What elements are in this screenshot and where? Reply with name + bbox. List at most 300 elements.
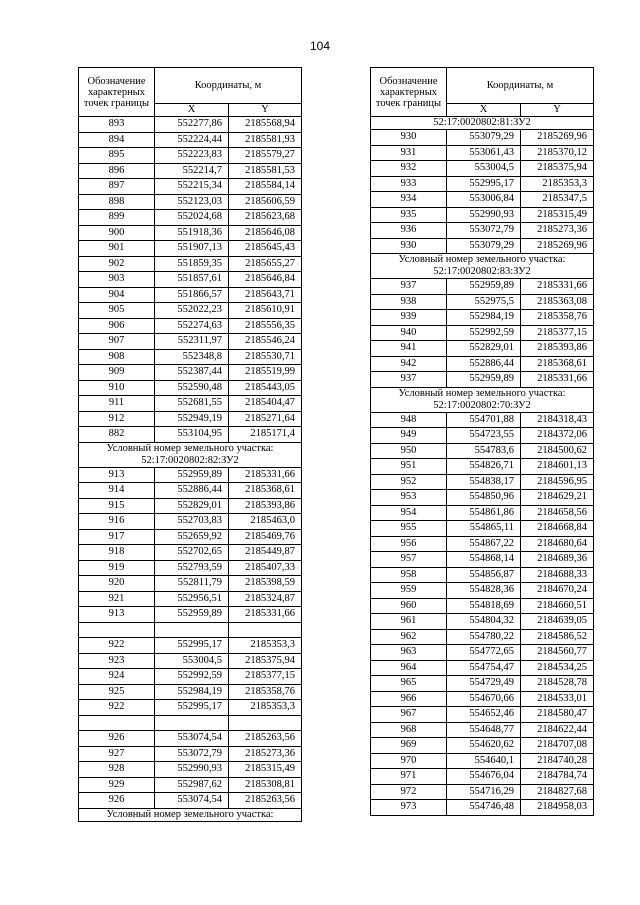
point-number: 953	[371, 490, 447, 506]
x-coordinate: 552995,17	[447, 176, 521, 192]
table-row	[79, 225, 302, 241]
point-number: 923	[79, 653, 155, 669]
y-coordinate: 2185171,4	[229, 427, 302, 443]
x-coordinate: 552811,79	[155, 576, 229, 592]
point-number: 925	[79, 684, 155, 700]
table-row	[371, 505, 594, 521]
table-row	[79, 303, 302, 319]
empty-cell	[229, 715, 302, 731]
x-coordinate: 554861,86	[447, 505, 521, 521]
table-row	[371, 207, 594, 223]
section-header-row	[371, 387, 594, 412]
x-coordinate: 552992,59	[447, 325, 521, 341]
table-row	[79, 287, 302, 303]
y-coordinate: 2185363,08	[521, 294, 594, 310]
point-number: 916	[79, 514, 155, 530]
x-coordinate: 552975,5	[447, 294, 521, 310]
y-coordinate: 2185368,61	[229, 483, 302, 499]
x-coordinate: 553104,95	[155, 427, 229, 443]
x-coordinate: 554716,29	[447, 784, 521, 800]
x-coordinate: 552959,89	[447, 372, 521, 388]
point-number: 926	[79, 793, 155, 809]
point-number: 948	[371, 412, 447, 428]
table-row	[371, 474, 594, 490]
table-row	[79, 560, 302, 576]
point-number: 965	[371, 676, 447, 692]
y-coordinate: 2185269,96	[521, 130, 594, 146]
x-coordinate: 552829,01	[447, 341, 521, 357]
y-coordinate: 2184670,24	[521, 583, 594, 599]
x-coordinate: 552959,89	[155, 607, 229, 623]
x-coordinate: 554780,22	[447, 629, 521, 645]
point-number: 895	[79, 148, 155, 164]
x-coordinate: 554826,71	[447, 459, 521, 475]
header-y: Y	[229, 104, 302, 117]
x-coordinate: 554850,96	[447, 490, 521, 506]
point-number: 935	[371, 207, 447, 223]
table-row	[371, 356, 594, 372]
point-number: 963	[371, 645, 447, 661]
table-row	[371, 310, 594, 326]
y-coordinate: 2185463,0	[229, 514, 302, 530]
table-row	[371, 614, 594, 630]
y-coordinate: 2185269,96	[521, 238, 594, 254]
x-coordinate: 552274,63	[155, 318, 229, 334]
y-coordinate: 2185645,43	[229, 241, 302, 257]
x-coordinate: 553074,54	[155, 731, 229, 747]
table-row	[371, 676, 594, 692]
x-coordinate: 551857,61	[155, 272, 229, 288]
y-coordinate: 2185271,64	[229, 411, 302, 427]
point-number: 962	[371, 629, 447, 645]
y-coordinate: 2185331,66	[521, 279, 594, 295]
table-row	[371, 294, 594, 310]
point-number: 941	[371, 341, 447, 357]
table-row	[79, 334, 302, 350]
point-number: 918	[79, 545, 155, 561]
y-coordinate: 2185263,56	[229, 731, 302, 747]
table-row	[371, 341, 594, 357]
point-number: 955	[371, 521, 447, 537]
x-coordinate: 553004,5	[155, 653, 229, 669]
empty-cell	[155, 715, 229, 731]
y-coordinate: 2185263,56	[229, 793, 302, 809]
table-row	[371, 223, 594, 239]
x-coordinate: 552703,83	[155, 514, 229, 530]
point-number: 909	[79, 365, 155, 381]
y-coordinate: 2185398,59	[229, 576, 302, 592]
y-coordinate: 2184596,95	[521, 474, 594, 490]
header-designation: Обозначение характерных точек границы	[371, 68, 447, 117]
x-coordinate: 554701,88	[447, 412, 521, 428]
y-coordinate: 2185347,5	[521, 192, 594, 208]
x-coordinate: 554818,69	[447, 598, 521, 614]
point-number: 919	[79, 560, 155, 576]
y-coordinate: 2185623,68	[229, 210, 302, 226]
table-row	[79, 427, 302, 443]
point-number: 896	[79, 163, 155, 179]
table-row	[371, 567, 594, 583]
point-number: 930	[371, 130, 447, 146]
y-coordinate: 2185606,59	[229, 194, 302, 210]
point-number: 970	[371, 753, 447, 769]
point-number: 898	[79, 194, 155, 210]
x-coordinate: 552959,89	[155, 467, 229, 483]
point-number: 922	[79, 638, 155, 654]
y-coordinate: 2185358,76	[229, 684, 302, 700]
y-coordinate: 2185546,24	[229, 334, 302, 350]
point-number: 931	[371, 145, 447, 161]
table-row	[79, 591, 302, 607]
x-coordinate: 552956,51	[155, 591, 229, 607]
point-number: 937	[371, 372, 447, 388]
table-row	[79, 793, 302, 809]
table-row	[371, 645, 594, 661]
x-coordinate: 554620,62	[447, 738, 521, 754]
point-number: 940	[371, 325, 447, 341]
blank-row	[79, 622, 302, 638]
point-number: 911	[79, 396, 155, 412]
point-number: 933	[371, 176, 447, 192]
table-row	[371, 629, 594, 645]
x-coordinate: 551907,13	[155, 241, 229, 257]
point-number: 924	[79, 669, 155, 685]
x-coordinate: 552311,97	[155, 334, 229, 350]
section-header-row	[371, 117, 594, 130]
point-number: 905	[79, 303, 155, 319]
x-coordinate: 552659,92	[155, 529, 229, 545]
table-row	[79, 638, 302, 654]
y-coordinate: 2184707,08	[521, 738, 594, 754]
point-number: 904	[79, 287, 155, 303]
table-row	[371, 707, 594, 723]
x-coordinate: 554868,14	[447, 552, 521, 568]
point-number: 910	[79, 380, 155, 396]
table-row	[79, 746, 302, 762]
x-coordinate: 552277,86	[155, 117, 229, 133]
x-coordinate: 553074,54	[155, 793, 229, 809]
coordinates-table-left	[78, 67, 302, 822]
table-row	[371, 325, 594, 341]
y-coordinate: 2184318,43	[521, 412, 594, 428]
x-coordinate: 552995,17	[155, 700, 229, 716]
y-coordinate: 2185393,86	[521, 341, 594, 357]
y-coordinate: 2184958,03	[521, 800, 594, 816]
point-number: 912	[79, 411, 155, 427]
point-number: 951	[371, 459, 447, 475]
x-coordinate: 552024,68	[155, 210, 229, 226]
table-row	[79, 467, 302, 483]
x-coordinate: 552949,19	[155, 411, 229, 427]
point-number: 961	[371, 614, 447, 630]
y-coordinate: 2185324,87	[229, 591, 302, 607]
table-row	[79, 607, 302, 623]
table-row	[371, 428, 594, 444]
table-row	[79, 194, 302, 210]
table-row	[79, 380, 302, 396]
y-coordinate: 2184533,01	[521, 691, 594, 707]
point-number: 900	[79, 225, 155, 241]
y-coordinate: 2185581,53	[229, 163, 302, 179]
x-coordinate: 552987,62	[155, 777, 229, 793]
x-coordinate: 554865,11	[447, 521, 521, 537]
y-coordinate: 2185308,81	[229, 777, 302, 793]
table-row	[79, 349, 302, 365]
x-coordinate: 552123,03	[155, 194, 229, 210]
point-number: 937	[371, 279, 447, 295]
x-coordinate: 554856,87	[447, 567, 521, 583]
table-row	[79, 318, 302, 334]
table-row	[79, 653, 302, 669]
y-coordinate: 2184622,44	[521, 722, 594, 738]
table-row	[371, 372, 594, 388]
y-coordinate: 2184658,56	[521, 505, 594, 521]
x-coordinate: 552990,93	[155, 762, 229, 778]
table-row	[79, 241, 302, 257]
x-coordinate: 552348,8	[155, 349, 229, 365]
x-coordinate: 554746,48	[447, 800, 521, 816]
land-plot-number: Условный номер земельного участка:	[79, 808, 302, 821]
table-row	[371, 753, 594, 769]
y-coordinate: 2185407,33	[229, 560, 302, 576]
x-coordinate: 554648,77	[447, 722, 521, 738]
y-coordinate: 2185377,15	[229, 669, 302, 685]
y-coordinate: 2184629,21	[521, 490, 594, 506]
x-coordinate: 554783,6	[447, 443, 521, 459]
table-row	[79, 777, 302, 793]
y-coordinate: 2185358,76	[521, 310, 594, 326]
x-coordinate: 554676,04	[447, 769, 521, 785]
y-coordinate: 2185353,3	[229, 638, 302, 654]
point-number: 929	[79, 777, 155, 793]
point-number: 915	[79, 498, 155, 514]
x-coordinate: 553079,29	[447, 130, 521, 146]
x-coordinate: 554729,49	[447, 676, 521, 692]
point-number: 966	[371, 691, 447, 707]
x-coordinate: 554754,47	[447, 660, 521, 676]
y-coordinate: 2185404,47	[229, 396, 302, 412]
header-coordinates: Координаты, м	[447, 68, 594, 104]
x-coordinate: 552387,44	[155, 365, 229, 381]
table-row	[371, 722, 594, 738]
x-coordinate: 554640,1	[447, 753, 521, 769]
empty-cell	[155, 622, 229, 638]
y-coordinate: 2185581,93	[229, 132, 302, 148]
x-coordinate: 552959,89	[447, 279, 521, 295]
section-header-row	[79, 808, 302, 821]
x-coordinate: 551918,36	[155, 225, 229, 241]
point-number: 971	[371, 769, 447, 785]
y-coordinate: 2184639,05	[521, 614, 594, 630]
y-coordinate: 2185530,71	[229, 349, 302, 365]
table-row	[371, 412, 594, 428]
table-row	[79, 210, 302, 226]
y-coordinate: 2185579,27	[229, 148, 302, 164]
point-number: 939	[371, 310, 447, 326]
table-row	[371, 691, 594, 707]
table-row	[371, 130, 594, 146]
y-coordinate: 2184534,25	[521, 660, 594, 676]
y-coordinate: 2184500,62	[521, 443, 594, 459]
header-coordinates: Координаты, м	[155, 68, 302, 104]
table-row	[371, 800, 594, 816]
x-coordinate: 552990,93	[447, 207, 521, 223]
x-coordinate: 553072,79	[155, 746, 229, 762]
y-coordinate: 2184689,36	[521, 552, 594, 568]
x-coordinate: 554652,46	[447, 707, 521, 723]
table-row	[371, 192, 594, 208]
point-number: 917	[79, 529, 155, 545]
y-coordinate: 2185375,94	[521, 161, 594, 177]
y-coordinate: 2185646,84	[229, 272, 302, 288]
point-number: 956	[371, 536, 447, 552]
y-coordinate: 2185331,66	[229, 607, 302, 623]
header-x: X	[155, 104, 229, 117]
y-coordinate: 2185449,87	[229, 545, 302, 561]
point-number: 893	[79, 117, 155, 133]
table-row	[371, 176, 594, 192]
table-row	[371, 161, 594, 177]
x-coordinate: 552215,34	[155, 179, 229, 195]
y-coordinate: 2185556,35	[229, 318, 302, 334]
table-row	[371, 459, 594, 475]
point-number: 928	[79, 762, 155, 778]
x-coordinate: 554772,65	[447, 645, 521, 661]
point-number: 932	[371, 161, 447, 177]
empty-cell	[79, 715, 155, 731]
y-coordinate: 2184560,77	[521, 645, 594, 661]
x-coordinate: 552702,65	[155, 545, 229, 561]
point-number: 914	[79, 483, 155, 499]
table-row	[371, 769, 594, 785]
x-coordinate: 552886,44	[447, 356, 521, 372]
table-row	[371, 521, 594, 537]
land-plot-number: Условный номер земельного участка: 52:17:0020802:83:ЗУ2	[371, 254, 594, 279]
table-row	[79, 529, 302, 545]
y-coordinate: 2185568,94	[229, 117, 302, 133]
point-number: 903	[79, 272, 155, 288]
table-row	[371, 583, 594, 599]
point-number: 930	[371, 238, 447, 254]
point-number: 899	[79, 210, 155, 226]
table-row	[371, 443, 594, 459]
y-coordinate: 2184580,47	[521, 707, 594, 723]
x-coordinate: 554723,55	[447, 428, 521, 444]
y-coordinate: 2185393,86	[229, 498, 302, 514]
y-coordinate: 2185370,12	[521, 145, 594, 161]
table-row	[371, 490, 594, 506]
x-coordinate: 552829,01	[155, 498, 229, 514]
y-coordinate: 2184528,78	[521, 676, 594, 692]
empty-cell	[229, 622, 302, 638]
table-row	[79, 148, 302, 164]
table-row	[79, 731, 302, 747]
y-coordinate: 2184601,13	[521, 459, 594, 475]
x-coordinate: 552886,44	[155, 483, 229, 499]
y-coordinate: 2184827,68	[521, 784, 594, 800]
x-coordinate: 552984,19	[447, 310, 521, 326]
x-coordinate: 553079,29	[447, 238, 521, 254]
table-row	[79, 762, 302, 778]
point-number: 926	[79, 731, 155, 747]
table-row	[79, 545, 302, 561]
x-coordinate: 552224,44	[155, 132, 229, 148]
x-coordinate: 553004,5	[447, 161, 521, 177]
x-coordinate: 553006,84	[447, 192, 521, 208]
point-number: 960	[371, 598, 447, 614]
point-number: 922	[79, 700, 155, 716]
point-number: 908	[79, 349, 155, 365]
y-coordinate: 2184586,52	[521, 629, 594, 645]
table-row	[79, 396, 302, 412]
point-number: 952	[371, 474, 447, 490]
point-number: 972	[371, 784, 447, 800]
point-number: 964	[371, 660, 447, 676]
y-coordinate: 2185368,61	[521, 356, 594, 372]
y-coordinate: 2185377,15	[521, 325, 594, 341]
table-row	[371, 784, 594, 800]
header-x: X	[447, 104, 521, 117]
table-row	[371, 660, 594, 676]
header-y: Y	[521, 104, 594, 117]
y-coordinate: 2184372,06	[521, 428, 594, 444]
y-coordinate: 2184680,64	[521, 536, 594, 552]
table-row	[79, 514, 302, 530]
point-number: 901	[79, 241, 155, 257]
y-coordinate: 2185353,3	[521, 176, 594, 192]
table-row	[79, 483, 302, 499]
x-coordinate: 554838,17	[447, 474, 521, 490]
y-coordinate: 2185643,71	[229, 287, 302, 303]
x-coordinate: 552590,48	[155, 380, 229, 396]
x-coordinate: 552984,19	[155, 684, 229, 700]
x-coordinate: 551859,35	[155, 256, 229, 272]
table-row	[371, 598, 594, 614]
x-coordinate: 554804,32	[447, 614, 521, 630]
table-row	[79, 498, 302, 514]
coordinates-table-right	[370, 67, 594, 816]
x-coordinate: 552793,59	[155, 560, 229, 576]
y-coordinate: 2185655,27	[229, 256, 302, 272]
point-number: 913	[79, 467, 155, 483]
y-coordinate: 2184784,74	[521, 769, 594, 785]
point-number: 950	[371, 443, 447, 459]
point-number: 968	[371, 722, 447, 738]
table-row	[371, 238, 594, 254]
point-number: 942	[371, 356, 447, 372]
table-row	[371, 552, 594, 568]
table-row	[79, 132, 302, 148]
y-coordinate: 2184660,51	[521, 598, 594, 614]
point-number: 902	[79, 256, 155, 272]
y-coordinate: 2185584,14	[229, 179, 302, 195]
x-coordinate: 554670,66	[447, 691, 521, 707]
point-number: 920	[79, 576, 155, 592]
table-row	[79, 669, 302, 685]
land-plot-number: Условный номер земельного участка: 52:17:0020802:82:ЗУ2	[79, 442, 302, 467]
point-number: 967	[371, 707, 447, 723]
point-number: 894	[79, 132, 155, 148]
x-coordinate: 552022,23	[155, 303, 229, 319]
y-coordinate: 2185331,66	[521, 372, 594, 388]
land-plot-number: 52:17:0020802:81:ЗУ2	[371, 117, 594, 130]
table-row	[79, 163, 302, 179]
point-number: 882	[79, 427, 155, 443]
x-coordinate: 552223,83	[155, 148, 229, 164]
y-coordinate: 2185331,66	[229, 467, 302, 483]
point-number: 973	[371, 800, 447, 816]
point-number: 907	[79, 334, 155, 350]
